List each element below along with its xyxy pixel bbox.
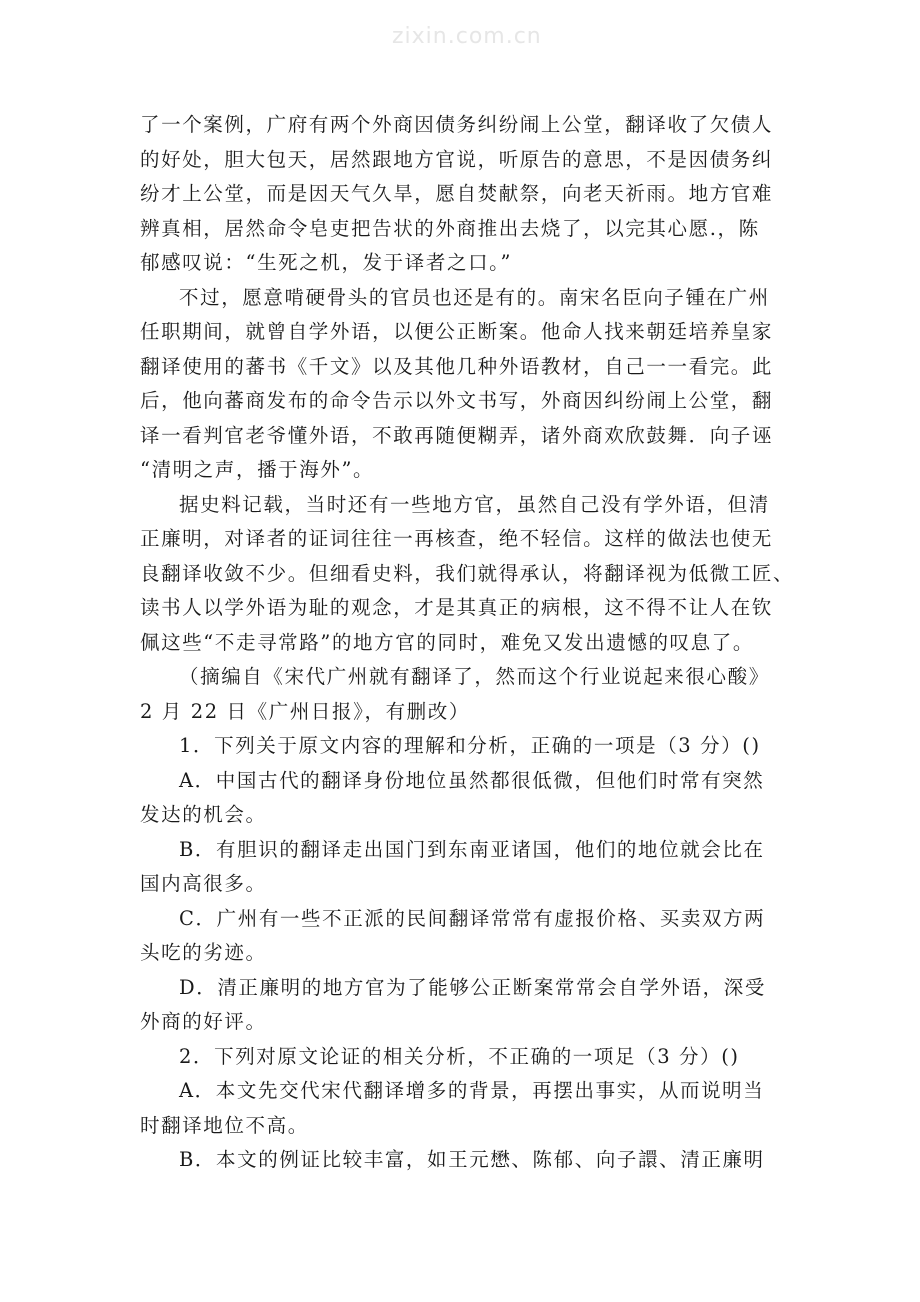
text-line: 佩这些“不走寻常路”的地方官的同时，难免又发出遗憾的叹息了。 <box>140 630 754 654</box>
text-line: 翻译使用的蕃书《千文》以及其他几种外语教材，自己一一看完。此 <box>140 354 774 378</box>
source-citation-line: 2 月 22 日《广州日报》，有删改） <box>140 699 470 723</box>
text-line: 的好处，胆大包天，居然跟地方官说，听原告的意思，不是因债务纠 <box>140 147 774 171</box>
question-1-option-a-cont: 发达的机会。 <box>140 803 267 826</box>
question-2-option-b: B．本文的例证比较丰富，如王元懋、陈郁、向子譞、清正廉明 <box>179 1148 765 1171</box>
question-1-option-b-cont: 国内高很多。 <box>140 872 267 895</box>
document-body <box>140 108 800 1178</box>
source-citation-line: （摘编自《宋代广州就有翻译了，然而这个行业说起来很心酸》 <box>179 665 770 688</box>
question-2-option-a: A．本文先交代宋代翻译增多的背景，再摆出事实，从而说明当 <box>179 1079 765 1102</box>
question-1-option-a: A．中国古代的翻译身份地位虽然都很低微，但他们时常有突然 <box>179 768 765 792</box>
text-line: 正廉明，对译者的证词往往一再核查，绝不轻信。这样的做法也使无 <box>140 527 774 550</box>
question-1-option-d-cont: 外商的好评。 <box>140 1010 267 1033</box>
question-2-option-a-cont: 时翻译地位不高。 <box>140 1113 309 1137</box>
text-line: 译一看判官老爷懂外语，不敢再随便糊弄，诸外商欢欣鼓舞．向子诬 <box>140 423 774 447</box>
question-1-option-c-cont: 头吃的劣迹。 <box>140 941 267 964</box>
question-1-option-d: D．清正廉明的地方官为了能够公正断案常常会自学外语，深受 <box>179 975 766 999</box>
text-line: 读书人以学外语为耻的观念，才是其真正的病根，这不得不让人在钦 <box>140 596 774 619</box>
text-line: 了一个案例，广府有两个外商因债务纠纷闹上公堂，翻译收了欠债人 <box>140 113 774 136</box>
text-line: 郁感叹说：“生死之机，发于译者之口。” <box>140 251 513 274</box>
question-1-option-c: C．广州有一些不正派的民间翻译常常有虚报价格、买卖双方两 <box>179 906 766 930</box>
watermark: zixin.com.cn <box>392 24 542 49</box>
text-line: “清明之声，播于海外”。 <box>140 458 375 481</box>
text-line: 辨真相，居然命令皂吏把告状的外商推出去烧了，以完其心愿.，陈 <box>140 216 760 240</box>
question-2: 2．下列对原文论证的相关分析，不正确的一项足（3 分）() <box>179 1044 740 1068</box>
paragraph-start-line: 据史料记载，当时还有一些地方官，虽然自己没有学外语，但清 <box>179 492 770 516</box>
question-1: 1．下列关于原文内容的理解和分析，正确的一项是（3 分）() <box>179 734 761 757</box>
text-line: 纷才上公堂，而是因天气久旱，愿自焚献祭，向老天祈雨。地方官难 <box>140 182 774 205</box>
paragraph-start-line: 不过，愿意啃硬骨头的官员也还是有的。南宋名臣向子锺在广州 <box>179 285 770 309</box>
text-line: 良翻译收敛不少。但细看史料，我们就得承认，将翻译视为低微工匠、 <box>140 561 795 585</box>
text-line: 后，他向蕃商发布的命令告示以外文书写，外商因纠纷闹上公堂，翻 <box>140 389 774 412</box>
question-1-option-b: B．有胆识的翻译走出国门到东南亚诸国，他们的地位就会比在 <box>179 837 765 861</box>
text-line: 任职期间，就曾自学外语，以便公正断案。他命人找来朝廷培养皇家 <box>140 320 774 343</box>
